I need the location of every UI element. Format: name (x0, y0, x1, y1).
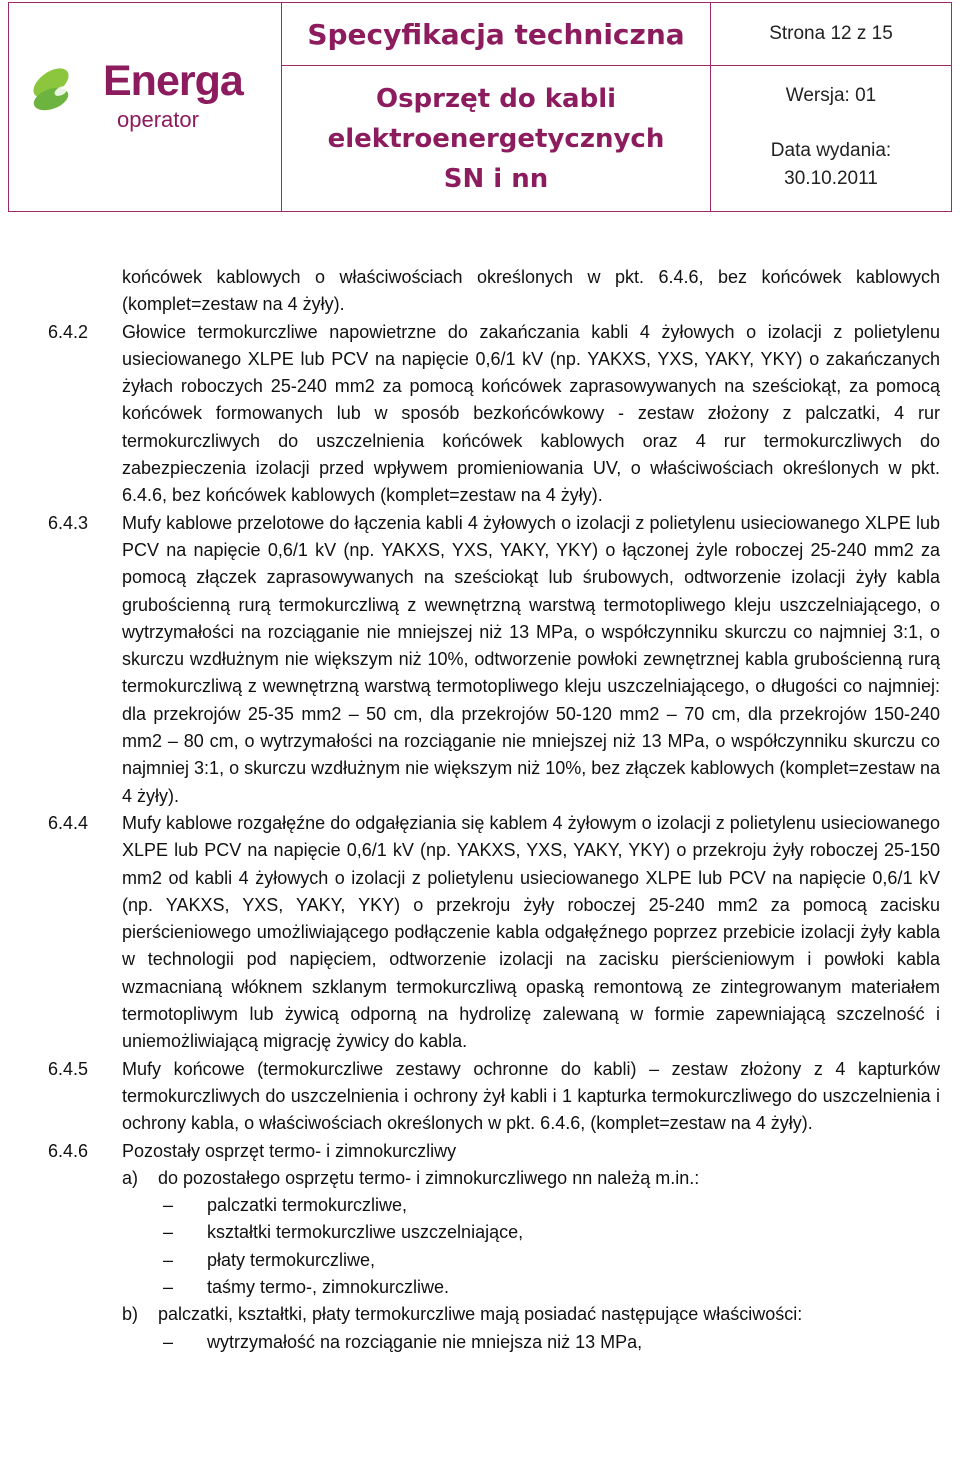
section-text: Mufy kablowe przelotowe do łączenia kabli 4 żyłowych o izolacji z polietylenu usieciowanego XLPE lub PCV na napięcie 0,6/1 kV (np. YAKXS, YXS, YAKY, YKY) o łączonej żyle roboczej 25-240 mm2 za pomocą złączek zaprasowywanych na sześciokąt lub śrubowych, odtworzenie izolacji żyły kabla grubościenną rurą termokurczliwą z wewnętrzną warstwą termotopliwego kleju uszczelniającego, o wytrzymałości na rozciąganie nie mniejszej niż 13 MPa, o współczynniku skurczu co najmniej 3:1, o skurczu wzdłużnym nie większym niż 10%, odtworzenie powłoki zewnętrznej kabla grubościenną rurą termokurczliwą z wewnętrzną warstwą termotopliwego kleju uszczelniającego, o długości co najmniej: dla przekrojów 25-35 mm2 – 50 cm, dla przekrojów 50-120 mm2 – 70 cm, dla przekrojów 150-240 mm2 – 80 cm, o wytrzymałości na rozciąganie nie mniejszej niż 13 MPa, o współczynniku skurczu co najmniej 3:1, o skurczu wzdłużnym nie większym niż 10%, bez złączek kablowych (komplet=zestaw na 4 żyły). (122, 512, 940, 806)
section-number (48, 264, 122, 319)
document-header (8, 2, 952, 212)
subject-line-1: Osprzęt do kabli (375, 83, 617, 114)
energa-leaf-icon (29, 61, 93, 125)
subject-line-2: elektroenergetycznych (327, 123, 665, 154)
bullet-text: palczatki termokurczliwe, (207, 1195, 408, 1216)
list-item-a (122, 1165, 940, 1192)
section-number: 6.4.3 (48, 512, 89, 533)
document-body (48, 264, 940, 1356)
section-6-4-6 (48, 1138, 940, 1165)
bullet-text: płaty termokurczliwe, (207, 1249, 376, 1270)
paragraph-text: końcówek kablowych o właściwościach określonych w pkt. 6.4.6, bez końcówek kablowych (komplet=zestaw na 4 żyły). (122, 267, 940, 315)
bullet-item (163, 1329, 940, 1356)
bullet-item (163, 1192, 940, 1219)
doc-meta (711, 66, 952, 212)
company-subtitle: operator (117, 107, 199, 132)
bullet-text: kształtki termokurczliwe uszczelniające, (207, 1222, 524, 1243)
section-6-4-5 (48, 1056, 940, 1138)
dash-marker: – (163, 1276, 174, 1297)
doc-type-title: Specyfikacja techniczna (282, 3, 711, 66)
section-number: 6.4.4 (48, 812, 89, 833)
company-name: Energa (103, 57, 243, 105)
version: Wersja: 01 (785, 84, 877, 106)
section-text: Pozostały osprzęt termo- i zimnokurczliwy (122, 1140, 457, 1161)
doc-subject (282, 66, 711, 212)
bullet-item (163, 1219, 940, 1246)
section-number: 6.4.6 (48, 1140, 89, 1161)
section-6-4-2 (48, 319, 940, 510)
list-text: palczatki, kształtki, płaty termokurczliwe mają posiadać następujące właściwości: (158, 1304, 803, 1325)
section-6-4-4 (48, 810, 940, 1056)
section-number: 6.4.2 (48, 321, 89, 342)
subject-line-3: SN i nn (443, 163, 549, 194)
dash-marker: – (163, 1331, 174, 1352)
list-item-b (122, 1301, 940, 1328)
section-6-4-3 (48, 510, 940, 810)
date-value: 30.10.2011 (784, 167, 878, 189)
list-text: do pozostałego osprzętu termo- i zimnokurczliwego nn należą m.in.: (158, 1167, 700, 1188)
section-text: Mufy kablowe rozgałęźne do odgałęziania się kablem 4 żyłowym o izolacji z polietylenu usieciowanego XLPE lub PCV na napięcie 0,6/1 kV (np. YAKXS, YXS, YAKY, YKY) o przekroju żyły roboczej 25-150 mm2 od kabli 4 żyłowych o izolacji z polietylenu usieciowanego XLPE lub PCV na napięcie 0,6/1 kV (np. YAKXS, YXS, YAKY, YKY) o przekroju żyły roboczej 25-240 mm2 za pomocą zacisku pierścieniowego umożliwiającego podłączenie kabla odgałęźnego poprzez przebicie izolacji żyły kabla w technologii pod napięciem, odtworzenie izolacji na zacisku pierścieniowym i powłoki kabla wzmacnianą włóknem szklanym termokurczliwą opaską remontową ze zintegrowanym materiałem termotopliwym lub żywicą odporną na hydrolizę zalewaną w formie zapewniającą szczelność i uniemożliwiającą migrację żywicy do kabla. (122, 812, 940, 1052)
bullet-text: wytrzymałość na rozciąganie nie mniejsza niż 13 MPa, (207, 1331, 643, 1352)
logo-cell (9, 3, 282, 212)
section-text: Głowice termokurczliwe napowietrzne do zakańczania kabli 4 żyłowych o izolacji z polietylenu usieciowanego XLPE lub PCV na napięcie 0,6/1 kV (np. YAKXS, YXS, YAKY, YKY) o zakańczanych żyłach roboczych 25-240 mm2 za pomocą końcówek zaprasowywanych na sześciokąt, za pomocą końcówek formowanych lub w sposób bezkońcówkowy - zestaw złożony z palczatki, 4 rur termokurczliwych do uszczelnienia końcówek kablowych oraz 4 rur termokurczliwych do zabezpieczenia izolacji przed wpływem promieniowania UV, o właściwościach określonych w pkt. 6.4.6, bez końcówek kablowych (komplet=zestaw na 4 żyły). (122, 321, 940, 506)
dash-marker: – (163, 1222, 174, 1243)
bullet-text: taśmy termo-, zimnokurczliwe. (207, 1276, 450, 1297)
company-logo (29, 57, 269, 152)
list-label: b) (122, 1304, 139, 1325)
bullet-item (163, 1274, 940, 1301)
dash-marker: – (163, 1195, 174, 1216)
section-text: Mufy końcowe (termokurczliwe zestawy ochronne do kabli) – zestaw złożony z 4 kapturków termokurczliwych do uszczelnienia i ochrony żył kabli i 1 kapturka termokurczliwego do uszczelnienia i ochrony kabla, o właściwościach określonych w pkt. 6.4.6, (komplet=zestaw na 4 żyły). (122, 1058, 940, 1134)
dash-marker: – (163, 1249, 174, 1270)
section-number: 6.4.5 (48, 1058, 89, 1079)
bullet-item (163, 1247, 940, 1274)
page-number: Strona 12 z 15 (711, 3, 952, 66)
continuation-paragraph (48, 264, 940, 319)
list-label: a) (122, 1167, 139, 1188)
date-label: Data wydania: (770, 139, 892, 161)
